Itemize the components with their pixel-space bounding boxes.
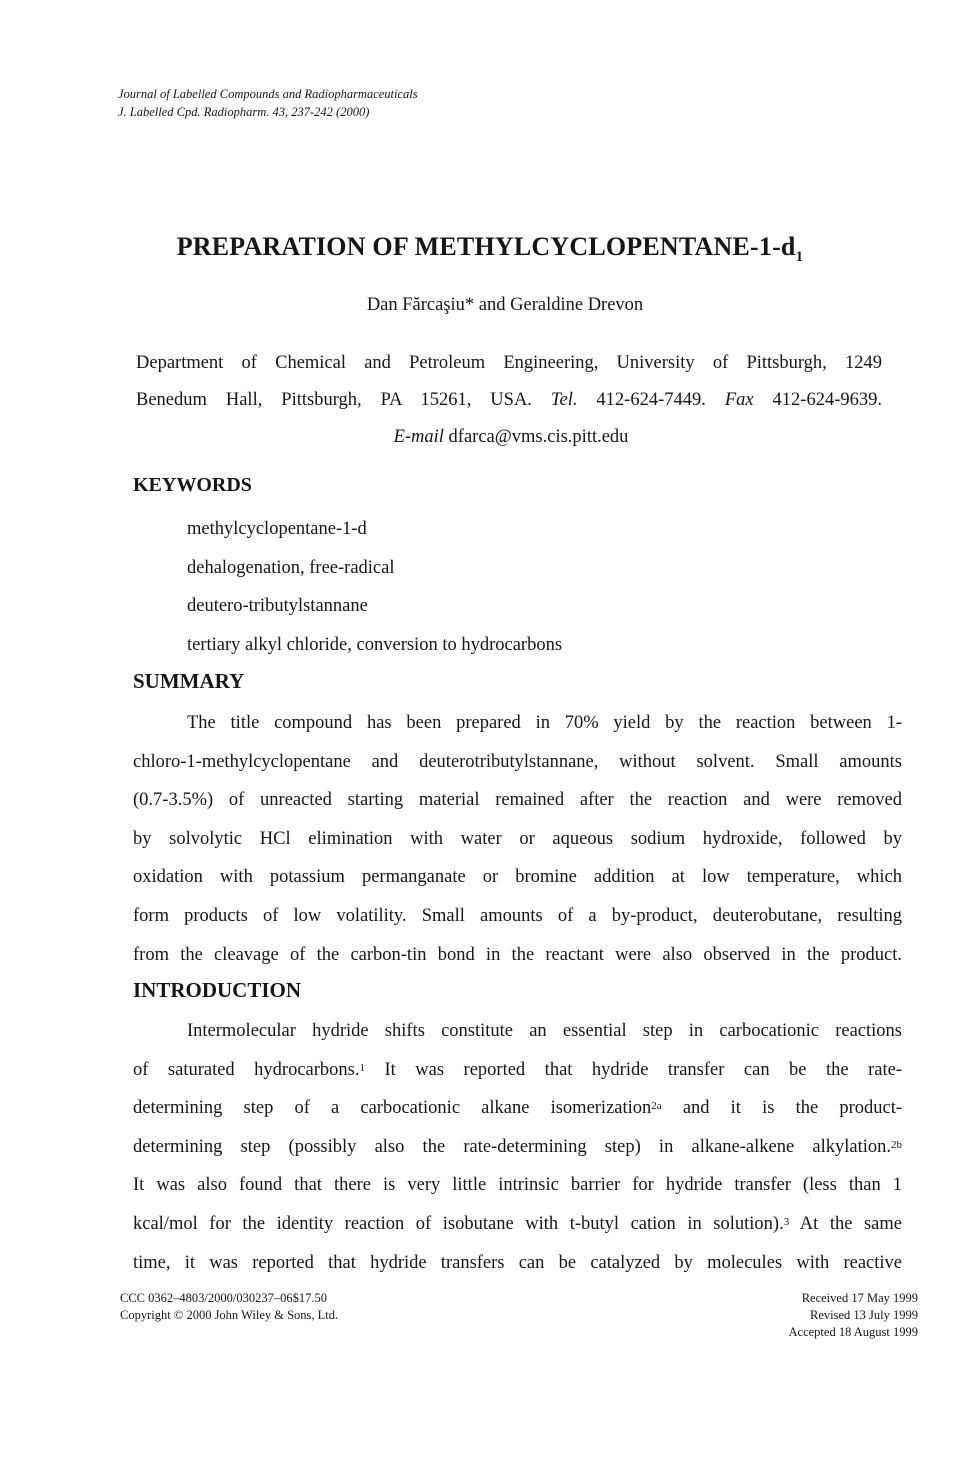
paper-title [0,232,980,266]
fax-number: 412-624-9639. [772,390,882,410]
intro-line: It was also found that there is very little intrinsic barrier for hydride transfer (less than 1 [133,1175,902,1196]
keywords-heading: KEYWORDS [133,474,252,496]
journal-header [118,85,418,121]
keyword-item: tertiary alkyl chloride, conversion to hydrocarbons [187,635,563,656]
tel-label: Tel. [550,390,578,410]
intro-line [133,1128,902,1167]
intro-text: It was reported that hydride transfer can be the rate- [365,1059,902,1080]
authors: Dan Fărcaşiu* and Geraldine Drevon [366,295,644,315]
intro-line [133,1205,902,1244]
journal-citation: J. Labelled Cpd. Radiopharm. 43, 237-242 (2000) [118,105,370,119]
received-date: Received 17 May 1999 [801,1291,918,1305]
summary-line: from the cleavage of the carbon-tin bond in the reactant were also observed in the product. [133,944,902,965]
title-text: PREPARATION OF METHYLCYCLOPENTANE-1-d [176,232,796,261]
email-label: E-mail [393,427,444,447]
summary-line: The title compound has been prepared in 70% yield by the reaction between 1- [187,713,902,733]
intro-text: At the same [789,1213,902,1234]
affiliation-line-3 [136,419,882,456]
ccc-code: CCC 0362–4803/2000/030237–06$17.50 [120,1291,327,1305]
intro-text: and it is the product- [661,1098,902,1119]
keyword-item: deutero-tributylstannane [187,596,368,617]
citation-ref: 1 [359,1061,365,1074]
introduction-heading: INTRODUCTION [133,978,302,1002]
summary-line: oxidation with potassium permanganate or bromine addition at low temperature, which [133,867,902,888]
intro-text: determining step (possibly also the rate-determining step) in alkane-alkene alkylation. [133,1136,891,1157]
email-address: dfarca@vms.cis.pitt.edu [448,427,629,447]
summary-heading: SUMMARY [133,669,245,693]
intro-line [133,1051,902,1090]
title-subscript: 1 [795,249,804,266]
tel-number: 412-624-7449. [596,390,706,410]
footer-right [789,1290,919,1341]
intro-text: kcal/mol for the identity reaction of isobutane with t-butyl cation in solution). [133,1213,784,1234]
intro-line: time, it was reported that hydride transfers can be catalyzed by molecules with reactive [133,1252,902,1273]
summary-line: chloro-1-methylcyclopentane and deuterotributylstannane, without solvent. Small amounts [133,751,902,772]
accepted-date: Accepted 18 August 1999 [788,1325,918,1339]
affiliation-line-1: Department of Chemical and Petroleum Engineering, University of Pittsburgh, 1249 [136,353,882,373]
affiliation [136,345,882,456]
keyword-item: dehalogenation, free-radical [187,557,395,578]
copyright: Copyright © 2000 John Wiley & Sons, Ltd. [120,1308,339,1322]
intro-text: determining step of a carbocationic alkane isomerization [133,1098,652,1119]
summary-line: (0.7-3.5%) of unreacted starting material remained after the reaction and were removed [133,790,902,811]
journal-name: Journal of Labelled Compounds and Radiopharmaceuticals [118,87,418,101]
keyword-item: methylcyclopentane-1-d [187,519,367,539]
citation-ref: 2b [891,1138,902,1151]
introduction-paragraph [133,1012,902,1282]
intro-line: Intermolecular hydride shifts constitute an essential step in carbocationic reactions [187,1021,902,1041]
summary-line: by solvolytic HCl elimination with water or aqueous sodium hydroxide, followed by [133,828,902,849]
revised-date: Revised 13 July 1999 [810,1308,918,1322]
fax-label: Fax [724,390,754,410]
affiliation-address: Benedum Hall, Pittsburgh, PA 15261, USA. [136,390,532,410]
citation-ref: 3 [783,1215,790,1228]
summary-paragraph [133,704,902,974]
summary-line: form products of low volatility. Small amounts of a by-product, deuterobutane, resulting [133,905,902,926]
intro-text: of saturated hydrocarbons. [133,1059,360,1080]
citation-ref: 2a [651,1100,662,1113]
intro-line [133,1089,902,1128]
footer-left [120,1290,338,1324]
affiliation-line-2 [136,382,882,419]
keywords-list [187,510,562,665]
